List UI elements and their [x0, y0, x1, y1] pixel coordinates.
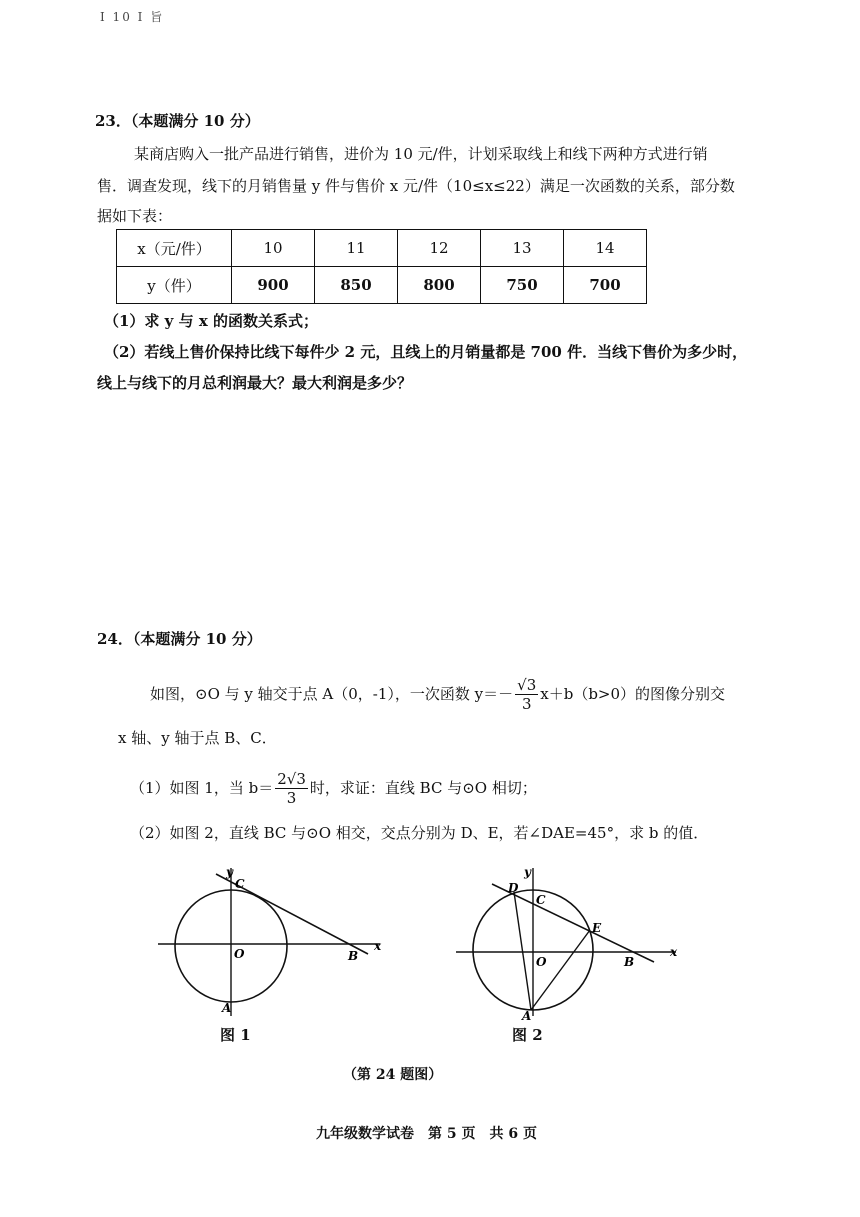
- table-cell: 12: [398, 230, 481, 267]
- q23-data-table: [116, 229, 647, 304]
- q24-intro-line1: [150, 672, 725, 716]
- table-row-y: [117, 267, 647, 304]
- label-o: O: [234, 947, 245, 961]
- table-cell: 13: [481, 230, 564, 267]
- q24-intro-line2: x 轴、y 轴于点 B、C．: [118, 729, 277, 747]
- q23-paragraph-line2: 售．调查发现，线下的月销售量 y 件与售价 x 元/件（10≤x≤22）满足一次函数的关系，部分数: [97, 177, 735, 195]
- q24-fraction-2sqrt3-over-3: [275, 770, 308, 807]
- figure-1-diagram: [150, 862, 390, 1022]
- figure-group-caption: （第 24 题图）: [343, 1067, 443, 1083]
- q24-part1: [130, 766, 537, 810]
- q24-part1-text-a: （1）如图 1，当 b＝: [130, 779, 274, 797]
- label-x: x: [374, 939, 382, 953]
- figure-2-diagram: [450, 862, 690, 1022]
- line-bc: [492, 884, 654, 962]
- table-cell: 800: [398, 267, 481, 304]
- label-d: D: [508, 881, 519, 895]
- q23-title: 23．（本题满分 10 分）: [95, 112, 260, 130]
- table-cell: 11: [315, 230, 398, 267]
- q24-fraction-sqrt3-over-3: [515, 676, 538, 713]
- segment-ad: [514, 892, 531, 1010]
- label-b: B: [624, 955, 635, 969]
- q23-paragraph-line3: 据如下表：: [97, 207, 173, 225]
- label-y: y: [226, 865, 233, 879]
- q24-part2: （2）如图 2，直线 BC 与⊙O 相交，交点分别为 D、E，若∠DAE=45°，求 b 的值．: [130, 824, 709, 842]
- label-c: C: [536, 893, 546, 907]
- label-b: B: [348, 949, 359, 963]
- table-header-y: y（件）: [117, 267, 232, 304]
- label-e: E: [592, 921, 602, 935]
- label-a: A: [222, 1001, 232, 1015]
- page-header-mark: Ⅰ 10 Ⅰ 旨: [100, 10, 165, 24]
- fraction-denominator: 3: [286, 788, 297, 807]
- figure-2-caption: 图 2: [512, 1026, 543, 1044]
- fraction-numerator: 2√3: [277, 769, 306, 788]
- label-y: y: [524, 865, 531, 879]
- table-cell: 900: [232, 267, 315, 304]
- label-x: x: [670, 945, 678, 959]
- page-footer: 九年级数学试卷 第 5 页 共 6 页: [316, 1126, 537, 1142]
- q24-title: 24．（本题满分 10 分）: [97, 630, 262, 648]
- table-cell: 850: [315, 267, 398, 304]
- q23-part1: （1）求 y 与 x 的函数关系式；: [104, 312, 318, 330]
- table-row-x: [117, 230, 647, 267]
- fraction-denominator: 3: [521, 694, 532, 713]
- q23-paragraph-line1: 某商店购入一批产品进行销售，进价为 10 元/件，计划采取线上和线下两种方式进行销: [134, 145, 708, 163]
- label-c: C: [235, 877, 245, 891]
- table-cell: 700: [564, 267, 647, 304]
- label-a: A: [522, 1009, 532, 1022]
- table-cell: 750: [481, 267, 564, 304]
- table-cell: 14: [564, 230, 647, 267]
- table-header-x: x（元/件）: [117, 230, 232, 267]
- q23-part2-line2: 线上与线下的月总利润最大？最大利润是多少？: [97, 374, 413, 392]
- segment-ae: [531, 930, 590, 1010]
- fraction-numerator: √3: [517, 675, 537, 694]
- table-cell: 10: [232, 230, 315, 267]
- figure-1-caption: 图 1: [220, 1026, 251, 1044]
- label-o: O: [536, 955, 547, 969]
- q24-intro-text-b: x＋b（b>0）的图像分别交: [540, 685, 726, 703]
- q23-part2-line1: （2）若线上售价保持比线下每件少 2 元，且线上的月销量都是 700 件．当线下售价为多少时，: [104, 343, 748, 361]
- q24-intro-text-a: 如图，⊙O 与 y 轴交于点 A（0，-1），一次函数 y＝－: [150, 685, 514, 703]
- q24-part1-text-b: 时，求证：直线 BC 与⊙O 相切；: [309, 779, 537, 797]
